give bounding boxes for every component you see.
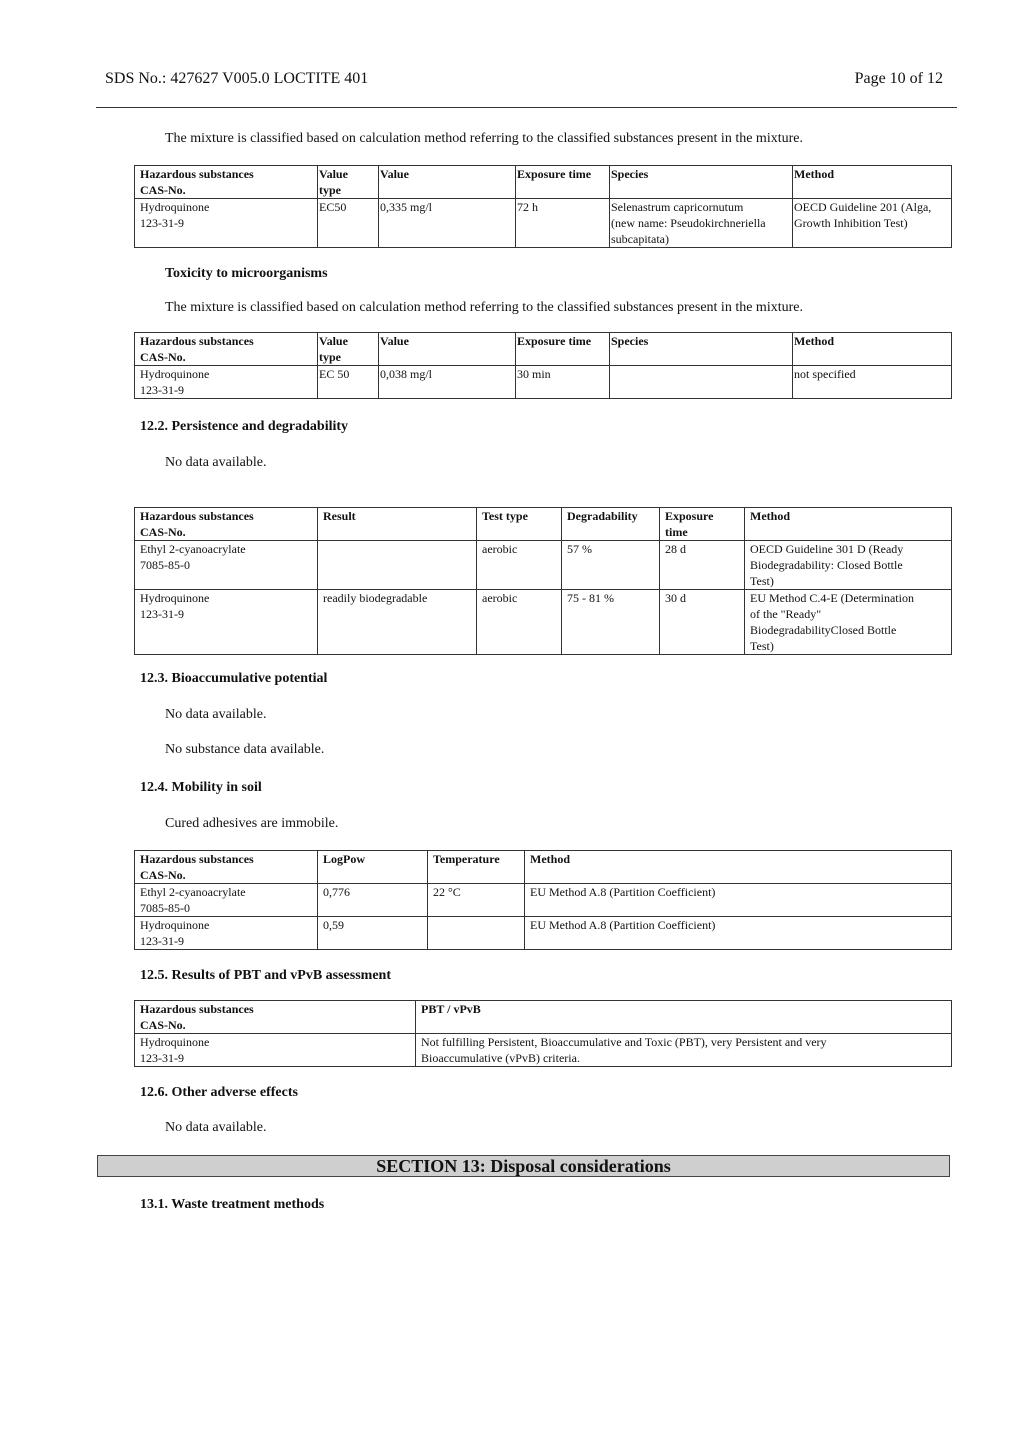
bioacc-text-2: No substance data available. — [165, 742, 325, 757]
table-cell: Hydroquinone 123-31-9 — [135, 590, 318, 655]
persistence-table — [134, 507, 952, 655]
table-header-cell: Value — [379, 333, 516, 366]
algae-intro: The mixture is classified based on calculation method referring to the classified substances present in the mixture. — [165, 131, 803, 146]
table-header-cell: Degradability — [562, 508, 660, 541]
micro-intro: The mixture is classified based on calculation method referring to the classified substances present in the mixture. — [165, 300, 803, 315]
table-row — [135, 884, 952, 917]
table-header-cell: Result — [318, 508, 477, 541]
table-header-row — [135, 166, 952, 199]
section-13-bar: SECTION 13: Disposal considerations — [97, 1155, 950, 1177]
table-cell: 0,776 — [318, 884, 428, 917]
table-cell — [428, 917, 525, 950]
table-cell: EC 50 — [318, 366, 379, 399]
table-header-cell: Temperature — [428, 851, 525, 884]
table-header-cell: Hazardous substances CAS-No. — [135, 851, 318, 884]
table-header-cell: Species — [610, 333, 793, 366]
table-cell: EU Method A.8 (Partition Coefficient) — [525, 917, 952, 950]
table-cell: 0,335 mg/l — [379, 199, 516, 248]
table-header-cell: Species — [610, 166, 793, 199]
table-cell: Selenastrum capricornutum (new name: Pseudokirchneriella subcapitata) — [610, 199, 793, 248]
waste-heading: 13.1. Waste treatment methods — [140, 1197, 325, 1212]
table-row — [135, 541, 952, 590]
persistence-text: No data available. — [165, 455, 267, 470]
table-cell: EC50 — [318, 199, 379, 248]
page-number: Page 10 of 12 — [854, 70, 943, 87]
table-cell: 28 d — [660, 541, 745, 590]
other-text: No data available. — [165, 1120, 267, 1135]
table-header-row — [135, 508, 952, 541]
table-header-cell: Method — [793, 166, 952, 199]
table-cell: Hydroquinone 123-31-9 — [135, 366, 318, 399]
header-rule — [96, 107, 957, 108]
mobility-text: Cured adhesives are immobile. — [165, 816, 339, 831]
table-header-cell: Exposure time — [516, 333, 610, 366]
table-header-cell: Value type — [318, 166, 379, 199]
table-header-cell: Hazardous substances CAS-No. — [135, 508, 318, 541]
table-cell: OECD Guideline 201 (Alga, Growth Inhibition Test) — [793, 199, 952, 248]
table-cell: 75 - 81 % — [562, 590, 660, 655]
table-cell: 72 h — [516, 199, 610, 248]
table-cell: 0,038 mg/l — [379, 366, 516, 399]
table-header-cell: Method — [745, 508, 952, 541]
table-cell: Ethyl 2-cyanoacrylate 7085-85-0 — [135, 884, 318, 917]
table-header-cell: Hazardous substances CAS-No. — [135, 1001, 416, 1034]
document-id: SDS No.: 427627 V005.0 LOCTITE 401 — [105, 70, 369, 87]
table-header-cell: Value — [379, 166, 516, 199]
other-heading: 12.6. Other adverse effects — [140, 1085, 298, 1100]
table-cell: 22 °C — [428, 884, 525, 917]
table-cell — [610, 366, 793, 399]
table-row — [135, 1034, 952, 1067]
table-cell: OECD Guideline 301 D (Ready Biodegradability: Closed Bottle Test) — [745, 541, 952, 590]
table-header-row — [135, 333, 952, 366]
bioacc-text-1: No data available. — [165, 707, 267, 722]
table-header-cell: Exposure time — [660, 508, 745, 541]
mobility-table — [134, 850, 952, 950]
table-cell: aerobic — [477, 590, 562, 655]
table-header-cell: PBT / vPvB — [416, 1001, 952, 1034]
table-cell: EU Method C.4-E (Determination of the "Ready" BiodegradabilityClosed Bottle Test) — [745, 590, 952, 655]
table-header-cell: Method — [793, 333, 952, 366]
algae-table — [134, 165, 952, 248]
mobility-heading: 12.4. Mobility in soil — [140, 780, 262, 795]
table-cell: Hydroquinone 123-31-9 — [135, 1034, 416, 1067]
table-cell: 30 d — [660, 590, 745, 655]
table-header-row — [135, 851, 952, 884]
table-header-cell: Test type — [477, 508, 562, 541]
table-cell: readily biodegradable — [318, 590, 477, 655]
table-header-row — [135, 1001, 952, 1034]
table-header-cell: LogPow — [318, 851, 428, 884]
table-row — [135, 917, 952, 950]
bioacc-heading: 12.3. Bioaccumulative potential — [140, 671, 328, 686]
persistence-heading: 12.2. Persistence and degradability — [140, 419, 349, 434]
table-cell — [318, 541, 477, 590]
pbt-table — [134, 1000, 952, 1067]
table-cell: aerobic — [477, 541, 562, 590]
table-cell: not specified — [793, 366, 952, 399]
micro-table — [134, 332, 952, 399]
micro-heading: Toxicity to microorganisms — [165, 266, 328, 281]
table-row — [135, 366, 952, 399]
table-header-cell: Value type — [318, 333, 379, 366]
table-cell: Hydroquinone 123-31-9 — [135, 917, 318, 950]
table-cell: EU Method A.8 (Partition Coefficient) — [525, 884, 952, 917]
table-row — [135, 199, 952, 248]
table-header-cell: Hazardous substances CAS-No. — [135, 166, 318, 199]
table-header-cell: Exposure time — [516, 166, 610, 199]
table-cell: 57 % — [562, 541, 660, 590]
table-header-cell: Method — [525, 851, 952, 884]
table-row — [135, 590, 952, 655]
pbt-heading: 12.5. Results of PBT and vPvB assessment — [140, 968, 391, 983]
table-cell: 0,59 — [318, 917, 428, 950]
table-cell: Hydroquinone 123-31-9 — [135, 199, 318, 248]
table-cell: Not fulfilling Persistent, Bioaccumulative and Toxic (PBT), very Persistent and very Bioaccumulative (vPvB) criteria. — [416, 1034, 952, 1067]
table-cell: Ethyl 2-cyanoacrylate 7085-85-0 — [135, 541, 318, 590]
table-cell: 30 min — [516, 366, 610, 399]
table-header-cell: Hazardous substances CAS-No. — [135, 333, 318, 366]
